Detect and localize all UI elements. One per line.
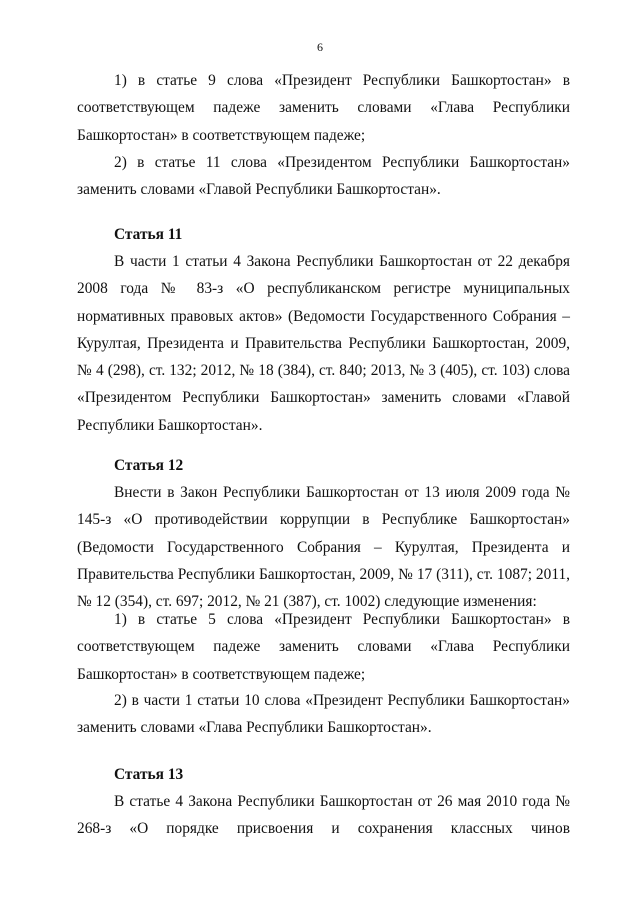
paragraph-article10-item2: 2) в статье 11 слова «Президентом Республики Башкортостан» заменить словами «Главой Республики Башкортостан». [77,154,570,199]
paragraph-article11-body: В части 1 статьи 4 Закона Республики Башкортостан от 22 декабря 2008 года № 83-з «О республиканском регистре муниципальных нормативных правовых актов» (Ведомости Государственного Собрания – Курултая, Президента и Правительства Республики Башкортостан, 2009, № 4 (298), ст. 132; 2012, № 18 (384), ст. 840; 2013, № 3 (405), ст. 103) слова «Президентом Республики Башкортостан» заменить словами «Главой Республики Башкортостан». [77,253,570,434]
paragraph-article10-item1: 1) в статье 9 слова «Президент Республики Башкортостан» в соответствующем падеже заменить словами «Глава Республики Башкортостан» в соответствующем падеже; [77,72,570,144]
heading-article-11: Статья 11 [114,226,183,243]
heading-article-13: Статья 13 [114,766,184,783]
paragraph-article12-item2: 2) в части 1 статьи 10 слова «Президент Республики Башкортостан» заменить словами «Глава Республики Башкортостан». [77,692,570,737]
paragraph-article12-item1: 1) в статье 5 слова «Президент Республики Башкортостан» в соответствующем падеже заменить словами «Глава Республики Башкортостан» в соответствующем падеже; [77,611,570,683]
paragraph-article12-intro: Внести в Закон Республики Башкортостан от 13 июля 2009 года № 145-з «О противодействии коррупции в Республике Башкортостан» (Ведомости Государственного Собрания – Курултая, Президента и Правительства Республики Башкортостан, 2009, № 17 (311), ст. 1087; 2011, № 12 (354), ст. 697; 2012, № 21 (387), ст. 1002) следующие изменения: [77,484,570,611]
paragraph-article13-body: В статье 4 Закона Республики Башкортостан от 26 мая 2010 года № 268-з «О порядке присвоения и сохранения классных чинов [77,793,570,838]
heading-article-12: Статья 12 [114,457,184,474]
page-number: 6 [317,40,323,54]
